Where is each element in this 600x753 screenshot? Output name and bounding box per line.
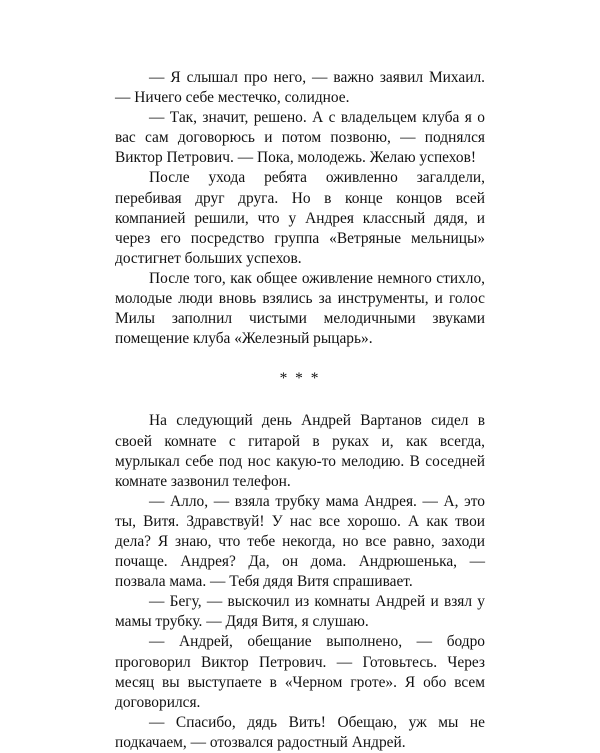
paragraph: После того, как общее оживление немного стихло, молодые люди вновь взялись за инструменты, и голос Милы заполнил чистыми мелодичными звуками помещение клуба «Железный рыцарь». xyxy=(115,269,485,348)
paragraph: — Андрей, обещание выполнено, — бодро проговорил Виктор Петрович. — Готовьтесь. Через месяц вы выступаете в «Черном гроте». Я обо всем договорился. xyxy=(115,633,485,711)
paragraph: — Я слышал про него, — важно заявил Михаил. — Ничего себе местечко, солидное. xyxy=(115,69,485,107)
paragraph: — Бегу, — выскочил из комнаты Андрей и взял у мамы трубку. — Дядя Витя, я слушаю. xyxy=(115,593,485,631)
book-page xyxy=(115,68,485,753)
paragraph: На следующий день Андрей Вартанов сидел в своей комнате с гитарой в руках и, как всегда, мурлыкал себе под нос какую-то мелодию. В соседней комнате зазвонил телефон. xyxy=(115,412,485,490)
section-two xyxy=(115,411,485,753)
section-separator: * * * xyxy=(279,370,321,388)
paragraph: — Алло, — взяла трубку мама Андрея. — А, это ты, Витя. Здравствуй! У нас все хорошо. А как твои дела? Я знаю, что тебе некогда, но все равно, заходи почаще. Андрея? Да, он дома. Андрюшенька, — позвала мама. — Тебя дядя Витя спрашивает. xyxy=(115,492,485,591)
paragraph: — Так, значит, решено. А с владельцем клуба я о вас сам договорюсь и потом позвоню, — поднялся Виктор Петрович. — Пока, молодежь. Желаю успехов! xyxy=(115,109,485,167)
section-one xyxy=(115,68,485,349)
paragraph: — Спасибо, дядь Вить! Обещаю, уж мы не подкачаем, — отозвался радостный Андрей. xyxy=(115,713,485,751)
paragraph: После ухода ребята оживленно загалдели, перебивая друг друга. Но в конце концов всей компанией решили, что у Андрея классный дядя, и через его посредство группа «Ветряные мельницы» достигнет больших успехов. xyxy=(115,169,485,267)
